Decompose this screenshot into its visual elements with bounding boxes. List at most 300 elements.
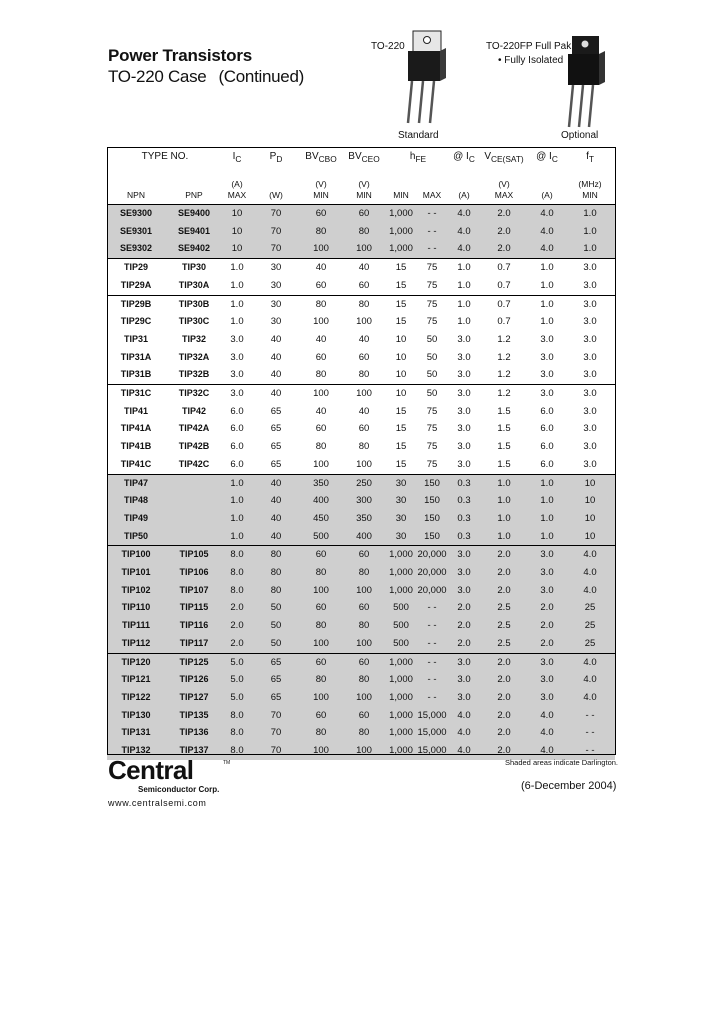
table-row: [107, 259, 615, 277]
cell-at-ic: 3.0: [457, 333, 471, 345]
cell-pd: 40: [251, 528, 301, 546]
cell-bvcbo: 500: [301, 528, 341, 546]
cell-bvceo: 80: [341, 223, 387, 241]
cell-hfe-max: 75: [415, 259, 449, 277]
cell-at-ic2: 4.0: [529, 742, 565, 760]
cell-pd: 65: [270, 405, 282, 417]
cell-hfe-min: 500: [387, 617, 415, 635]
cell-vcesat: 1.0: [479, 474, 529, 492]
cell-bvcbo: 80: [301, 564, 341, 582]
header-hfe-sub: FE: [415, 154, 427, 164]
cell-npn: TIP120: [107, 653, 165, 671]
cell-bvceo: 60: [341, 599, 387, 617]
cell-at-ic: 3.0: [457, 351, 471, 363]
table-row: [107, 456, 615, 474]
cell-ft: 10: [565, 528, 615, 546]
cell-pd: 30: [270, 316, 282, 328]
cell-bvcbo: 60: [315, 423, 327, 435]
cell-at-ic2: 1.0: [529, 528, 565, 546]
cell-hfe-max: - -: [415, 205, 449, 223]
cell-hfe-max: 75: [426, 423, 438, 435]
cell-ic: 10: [223, 205, 251, 223]
units-pd-unit: (W): [269, 190, 283, 200]
cell-hfe-min: 1,000: [387, 564, 415, 582]
cell-hfe-max: 150: [415, 528, 449, 546]
cell-hfe-max: 150: [415, 510, 449, 528]
cell-pnp: TIP105: [165, 546, 223, 564]
cell-vcesat: 1.5: [497, 423, 511, 435]
cell-pd: 30: [251, 259, 301, 277]
cell-ic: 5.0: [223, 653, 251, 671]
cell-npn: TIP48: [107, 492, 165, 510]
units-bvceo: [341, 175, 387, 205]
cell-bvcbo: 80: [301, 223, 341, 241]
header-ic-sub: C: [235, 154, 242, 164]
cell-bvceo: 80: [341, 564, 387, 582]
website-link[interactable]: www.centralsemi.com: [108, 798, 207, 808]
cell-at-ic: 4.0: [449, 240, 479, 258]
cell-bvceo: 80: [341, 295, 387, 313]
cell-vcesat: 1.2: [497, 351, 511, 363]
cell-bvceo: 100: [356, 458, 372, 470]
cell-vcesat: 0.7: [497, 279, 511, 291]
cell-npn: TIP41B: [120, 441, 152, 452]
cell-at-ic: 0.3: [449, 510, 479, 528]
table-header-row: [107, 147, 615, 175]
cell-at-ic2: 1.0: [529, 510, 565, 528]
cell-pd: 30: [270, 279, 282, 291]
cell-at-ic2: 2.0: [529, 617, 565, 635]
cell-npn: TIP122: [107, 689, 165, 707]
cell-ft: 3.0: [583, 405, 597, 417]
table-row: [107, 331, 615, 349]
cell-at-ic: 0.3: [449, 492, 479, 510]
logo-subtitle: Semiconductor Corp.: [138, 785, 220, 794]
cell-npn: TIP31A: [120, 351, 152, 362]
cell-pd: 40: [251, 385, 301, 403]
cell-at-ic: 3.0: [457, 458, 471, 470]
cell-npn: TIP31C: [107, 385, 165, 403]
cell-hfe-min: 1,000: [387, 240, 415, 258]
table-row: [107, 366, 615, 384]
table-row: [107, 403, 615, 421]
cell-vcesat: 2.5: [479, 635, 529, 653]
cell-at-ic2: 3.0: [529, 546, 565, 564]
cell-hfe-max: 15,000: [415, 742, 449, 760]
cell-at-ic2: 1.0: [529, 295, 565, 313]
cell-ft: 3.0: [583, 316, 597, 328]
to220fp-package-image: [562, 34, 612, 130]
cell-vcesat: 2.5: [479, 599, 529, 617]
cell-bvcbo: 40: [315, 405, 327, 417]
cell-pnp: TIP32: [181, 333, 206, 344]
cell-ic: 1.0: [223, 528, 251, 546]
header-at-ic2: [529, 147, 565, 175]
units-ft-unit: (MHz): [578, 179, 602, 189]
cell-pnp: TIP30A: [178, 279, 210, 290]
cell-vcesat: 1.5: [497, 405, 511, 417]
header-ic: [223, 147, 251, 175]
table-row: [107, 546, 615, 564]
cell-pnp: [165, 492, 223, 510]
cell-vcesat: 1.5: [497, 441, 511, 453]
cell-pnp: TIP30B: [165, 295, 223, 313]
cell-at-ic: 3.0: [457, 369, 471, 381]
cell-pnp: [165, 474, 223, 492]
header-ic-main: I: [232, 151, 236, 162]
cell-pnp: SE9400: [165, 205, 223, 223]
cell-pnp: TIP125: [165, 653, 223, 671]
cell-npn: TIP47: [107, 474, 165, 492]
cell-ic: 8.0: [223, 742, 251, 760]
cell-npn: TIP130: [107, 707, 165, 725]
cell-vcesat: 2.0: [479, 564, 529, 582]
cell-bvcbo: 60: [301, 205, 341, 223]
cell-hfe-min: 1,000: [387, 205, 415, 223]
header-pnp: PNP: [185, 190, 203, 200]
header-bvcbo-sub: CBO: [318, 154, 337, 164]
cell-pd: 70: [251, 724, 301, 742]
table-row: [107, 474, 615, 492]
header-ft: [565, 147, 615, 175]
cell-npn: SE9301: [107, 223, 165, 241]
header-hfe: [387, 147, 449, 175]
header-hfe-main: h: [409, 151, 416, 162]
cell-bvceo: 80: [341, 671, 387, 689]
table-row: [107, 528, 615, 546]
table-subheader-row: [107, 175, 615, 205]
units-bvceo-lim: MIN: [356, 190, 372, 200]
cell-vcesat: 0.7: [479, 295, 529, 313]
units-vcesat: [479, 175, 529, 205]
cell-hfe-min: 1,000: [387, 707, 415, 725]
units-ic: [223, 175, 251, 205]
cell-hfe-min: 1,000: [387, 223, 415, 241]
cell-ic: 1.0: [223, 492, 251, 510]
cell-hfe-max: 75: [415, 295, 449, 313]
cell-at-ic2: 4.0: [529, 205, 565, 223]
cell-pd: 65: [251, 653, 301, 671]
cell-at-ic2: 3.0: [529, 385, 565, 403]
cell-ft: 3.0: [583, 441, 597, 453]
cell-ic: 1.0: [223, 474, 251, 492]
cell-hfe-min: 15: [395, 405, 407, 417]
cell-bvcbo: 80: [301, 671, 341, 689]
cell-at-ic: 3.0: [449, 564, 479, 582]
cell-bvcbo: 100: [301, 385, 341, 403]
cell-pd: 65: [270, 441, 282, 453]
cell-vcesat: 1.2: [497, 333, 511, 345]
cell-at-ic2: 1.0: [540, 316, 554, 328]
cell-at-ic: 2.0: [449, 599, 479, 617]
cell-at-ic2: 3.0: [540, 333, 554, 345]
cell-hfe-min: 10: [387, 385, 415, 403]
cell-ic: 1.0: [223, 295, 251, 313]
cell-pd: 65: [251, 671, 301, 689]
cell-hfe-max: 75: [426, 405, 438, 417]
cell-bvceo: 60: [341, 546, 387, 564]
cell-npn: TIP132: [107, 742, 165, 760]
cell-ft: 3.0: [583, 458, 597, 470]
cell-bvceo: 40: [358, 405, 370, 417]
header-bvceo: [341, 147, 387, 175]
cell-pnp: TIP30C: [178, 316, 210, 327]
units-at-ic-unit: (A): [458, 190, 470, 200]
header-vcesat-sub: CE(SAT): [490, 154, 524, 164]
cell-at-ic2: 3.0: [529, 653, 565, 671]
subtitle-case: TO-220 Case: [108, 67, 207, 86]
cell-hfe-min: 500: [387, 635, 415, 653]
cell-hfe-min: 1,000: [387, 582, 415, 600]
cell-pd: 70: [251, 240, 301, 258]
cell-bvcbo: 40: [315, 333, 327, 345]
package-label-isolated: • Fully Isolated: [498, 55, 564, 66]
cell-hfe-min: 1,000: [387, 671, 415, 689]
cell-at-ic: 3.0: [449, 385, 479, 403]
cell-hfe-max: 75: [426, 458, 438, 470]
cell-bvcbo: 350: [301, 474, 341, 492]
cell-pnp: TIP32A: [178, 351, 210, 362]
units-at-ic2: [529, 175, 565, 205]
cell-pnp: TIP42: [181, 405, 206, 416]
cell-at-ic: 3.0: [449, 671, 479, 689]
cell-ft: 4.0: [565, 689, 615, 707]
cell-pnp: TIP42B: [178, 441, 210, 452]
cell-ic: 8.0: [223, 564, 251, 582]
cell-bvcbo: 60: [301, 599, 341, 617]
cell-at-ic2: 1.0: [529, 474, 565, 492]
table-row: [107, 385, 615, 403]
central-logo: Central: [108, 755, 194, 785]
cell-pd: 80: [251, 546, 301, 564]
cell-ft: 25: [565, 617, 615, 635]
cell-bvcbo: 80: [315, 441, 327, 453]
cell-at-ic: 3.0: [449, 689, 479, 707]
cell-pd: 80: [251, 582, 301, 600]
cell-bvceo: 80: [341, 724, 387, 742]
cell-at-ic: 1.0: [457, 279, 471, 291]
cell-bvceo: 60: [341, 205, 387, 223]
cell-bvceo: 100: [341, 742, 387, 760]
cell-hfe-max: - -: [415, 240, 449, 258]
cell-ft: 25: [565, 599, 615, 617]
cell-bvceo: 60: [358, 423, 370, 435]
cell-npn: TIP111: [107, 617, 165, 635]
cell-vcesat: 0.7: [497, 316, 511, 328]
cell-at-ic2: 6.0: [540, 441, 554, 453]
cell-ic: 1.0: [223, 510, 251, 528]
cell-ft: 3.0: [565, 295, 615, 313]
cell-ic: 6.0: [230, 405, 244, 417]
cell-vcesat: 2.0: [479, 707, 529, 725]
spec-table: [107, 147, 615, 760]
header-vcesat: [479, 147, 529, 175]
cell-pnp: TIP106: [165, 564, 223, 582]
cell-vcesat: 2.5: [479, 617, 529, 635]
cell-pnp: TIP107: [165, 582, 223, 600]
cell-bvceo: 350: [341, 510, 387, 528]
cell-ft: 4.0: [565, 546, 615, 564]
cell-pnp: TIP117: [165, 635, 223, 653]
cell-at-ic: 4.0: [449, 707, 479, 725]
cell-pd: 70: [251, 223, 301, 241]
cell-at-ic2: 3.0: [529, 564, 565, 582]
cell-ic: 6.0: [230, 441, 244, 453]
cell-bvcbo: 100: [301, 635, 341, 653]
cell-bvcbo: 100: [313, 458, 329, 470]
table-row: [107, 240, 615, 258]
cell-hfe-min: 15: [395, 441, 407, 453]
cell-hfe-min: 30: [387, 510, 415, 528]
units-bvcbo-lim: MIN: [313, 190, 329, 200]
cell-at-ic: 3.0: [457, 405, 471, 417]
cell-at-ic2: 4.0: [529, 707, 565, 725]
cell-pd: 40: [251, 510, 301, 528]
cell-ft: 3.0: [583, 369, 597, 381]
cell-ft: 3.0: [583, 279, 597, 291]
spec-table-body: [107, 205, 615, 760]
cell-vcesat: 2.0: [479, 689, 529, 707]
cell-bvceo: 400: [341, 528, 387, 546]
table-row: [107, 313, 615, 331]
cell-pnp: [165, 510, 223, 528]
cell-ft: 25: [565, 635, 615, 653]
cell-bvceo: 100: [356, 316, 372, 328]
cell-bvceo: 60: [358, 279, 370, 291]
cell-at-ic: 2.0: [449, 635, 479, 653]
units-bvcbo: [301, 175, 341, 205]
cell-bvcbo: 100: [301, 689, 341, 707]
table-row: [107, 510, 615, 528]
cell-pnp: TIP127: [165, 689, 223, 707]
table-row: [107, 277, 615, 295]
cell-bvcbo: 100: [301, 582, 341, 600]
cell-npn: TIP100: [107, 546, 165, 564]
cell-ic: 8.0: [223, 724, 251, 742]
cell-bvceo: 40: [341, 259, 387, 277]
cell-pnp: TIP116: [165, 617, 223, 635]
header-bvceo-main: BV: [348, 151, 362, 162]
table-row: [107, 617, 615, 635]
header-pd-sub: D: [276, 154, 283, 164]
cell-ic: 2.0: [223, 617, 251, 635]
table-row: [107, 420, 615, 438]
cell-hfe-min: 15: [395, 279, 407, 291]
cell-hfe-min: 30: [387, 528, 415, 546]
cell-pnp: TIP137: [165, 742, 223, 760]
cell-ic: 3.0: [230, 369, 244, 381]
cell-ic: 5.0: [223, 671, 251, 689]
cell-ft: 10: [565, 510, 615, 528]
cell-at-ic2: 1.0: [540, 279, 554, 291]
cell-at-ic: 4.0: [449, 205, 479, 223]
table-row: [107, 671, 615, 689]
cell-hfe-min: 30: [387, 492, 415, 510]
cell-hfe-max: - -: [415, 671, 449, 689]
cell-vcesat: 2.0: [479, 742, 529, 760]
cell-pd: 40: [251, 492, 301, 510]
cell-at-ic: 3.0: [457, 441, 471, 453]
cell-npn: SE9302: [107, 240, 165, 258]
cell-ic: 5.0: [223, 689, 251, 707]
cell-npn: TIP31B: [120, 369, 152, 380]
cell-hfe-max: 75: [426, 316, 438, 328]
cell-hfe-max: 50: [415, 385, 449, 403]
cell-pnp: SE9402: [165, 240, 223, 258]
cell-at-ic: 0.3: [449, 474, 479, 492]
header-bvcbo-main: BV: [305, 151, 319, 162]
cell-bvceo: 80: [358, 369, 370, 381]
cell-hfe-max: - -: [415, 223, 449, 241]
cell-ic: 8.0: [223, 582, 251, 600]
units-hfe-max: MAX: [422, 190, 442, 200]
cell-pd: 40: [270, 351, 282, 363]
cell-pd: 30: [251, 295, 301, 313]
cell-pnp: SE9401: [165, 223, 223, 241]
cell-hfe-min: 10: [395, 369, 407, 381]
cell-bvcbo: 60: [301, 653, 341, 671]
cell-vcesat: 1.0: [479, 528, 529, 546]
cell-pd: 70: [251, 205, 301, 223]
cell-bvceo: 40: [358, 333, 370, 345]
cell-at-ic: 3.0: [449, 546, 479, 564]
cell-at-ic2: 6.0: [540, 423, 554, 435]
cell-ft: 4.0: [565, 653, 615, 671]
page-subtitle: [108, 67, 304, 87]
cell-ic: 3.0: [230, 351, 244, 363]
table-row: [107, 492, 615, 510]
cell-pnp: TIP135: [165, 707, 223, 725]
cell-pnp: TIP115: [165, 599, 223, 617]
cell-hfe-min: 15: [395, 316, 407, 328]
header-at-ic-sub: C: [468, 154, 475, 164]
cell-ft: 1.0: [565, 223, 615, 241]
header-pd: [251, 147, 301, 175]
cell-ft: 10: [565, 474, 615, 492]
page-title: Power Transistors: [108, 46, 252, 65]
cell-ic: 10: [223, 240, 251, 258]
cell-at-ic2: 2.0: [529, 599, 565, 617]
cell-at-ic2: 1.0: [529, 492, 565, 510]
units-bvceo-unit: (V): [358, 179, 370, 189]
cell-hfe-max: 50: [426, 369, 438, 381]
cell-vcesat: 2.0: [479, 240, 529, 258]
units-vcesat-unit: (V): [498, 179, 510, 189]
cell-hfe-max: 50: [426, 333, 438, 345]
cell-ic: 2.0: [223, 635, 251, 653]
cell-ft: 4.0: [565, 564, 615, 582]
cell-ft: - -: [565, 707, 615, 725]
header-pd-main: P: [269, 151, 277, 162]
darlington-note: Shaded areas indicate Darlington.: [505, 758, 618, 767]
cell-pd: 70: [251, 707, 301, 725]
cell-bvcbo: 450: [301, 510, 341, 528]
cell-hfe-max: - -: [415, 653, 449, 671]
cell-hfe-min: 1,000: [387, 546, 415, 564]
cell-pd: 65: [251, 689, 301, 707]
units-pd: [251, 175, 301, 205]
cell-hfe-max: 20,000: [415, 582, 449, 600]
table-row: [107, 724, 615, 742]
cell-bvcbo: 400: [301, 492, 341, 510]
cell-at-ic2: 4.0: [529, 240, 565, 258]
cell-vcesat: 1.2: [479, 385, 529, 403]
cell-npn: TIP31: [123, 333, 148, 344]
header-at-ic2-main: @ I: [536, 151, 552, 162]
cell-bvceo: 100: [341, 582, 387, 600]
cell-hfe-max: - -: [415, 599, 449, 617]
subtitle-suffix: (Continued): [218, 67, 304, 86]
